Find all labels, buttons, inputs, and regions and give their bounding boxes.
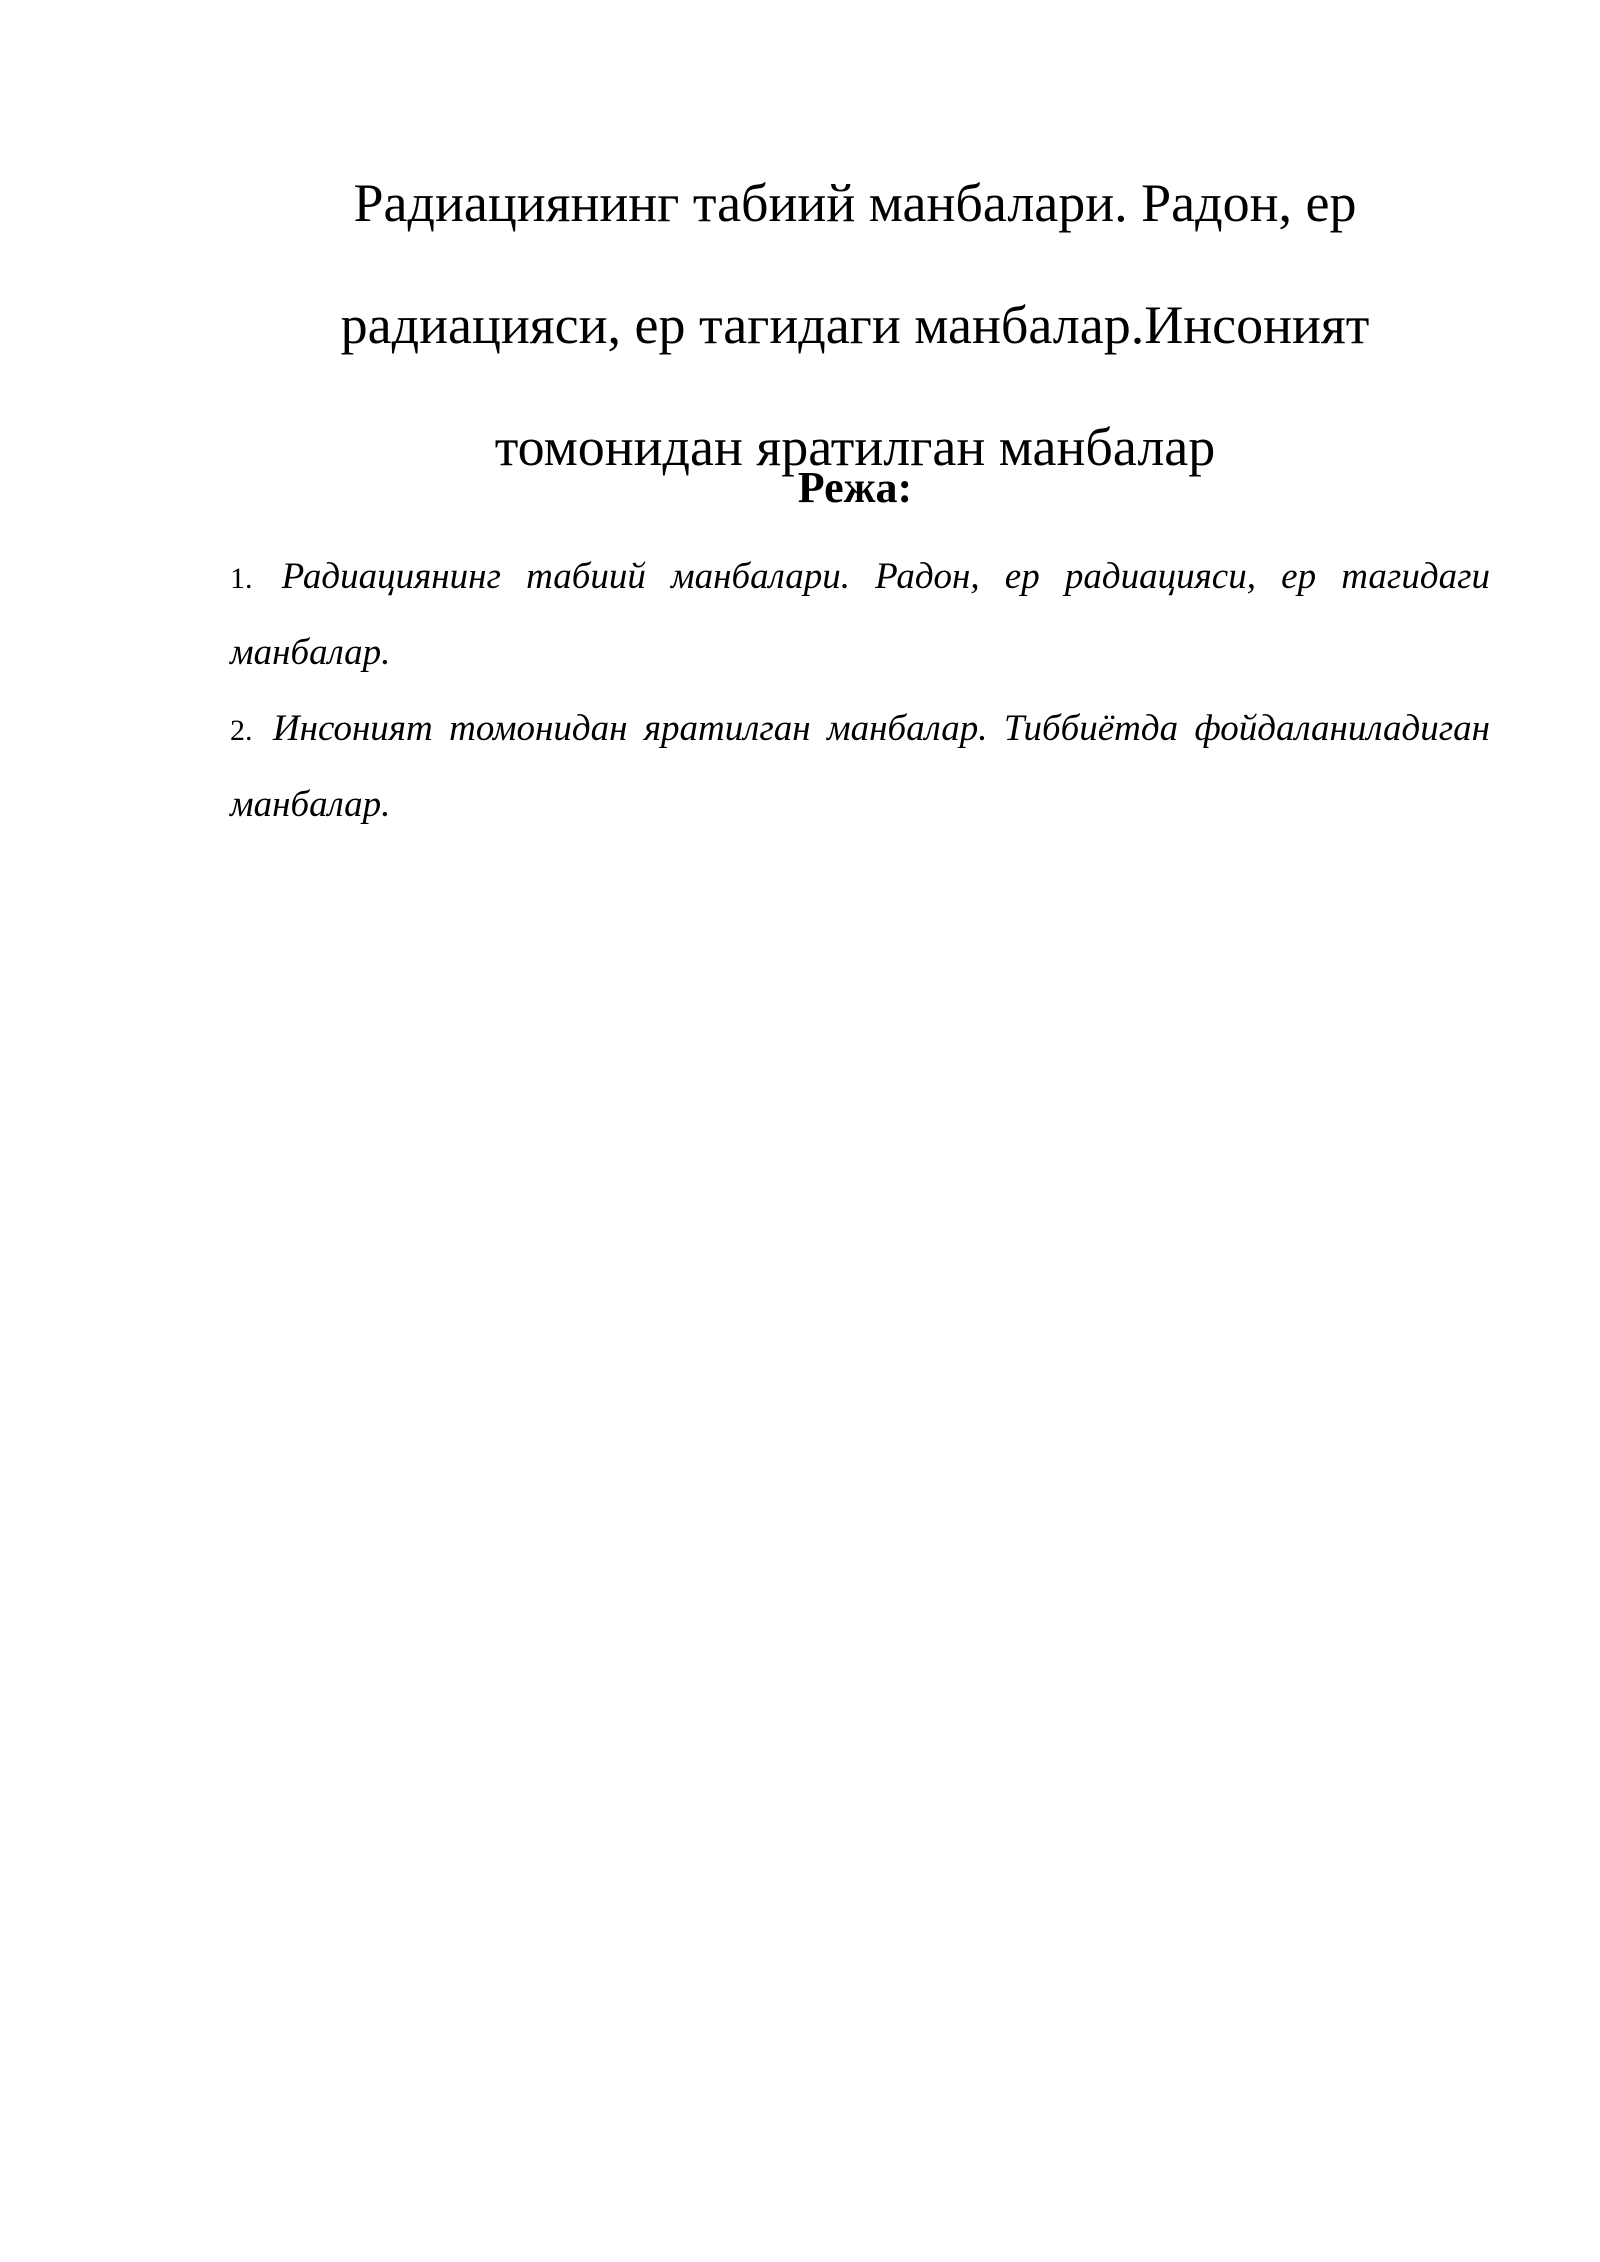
plan-item xyxy=(230,692,1490,842)
title-line: радиацияси, ер тагидаги манбалар.Инсоният xyxy=(340,295,1370,355)
document-title xyxy=(230,142,1480,508)
plan-list xyxy=(230,540,1490,844)
title-line: Радиациянинг табиий манбалари. Радон, ер xyxy=(353,173,1357,233)
plan-item-text: Инсоният томонидан яратилган манбалар. Тиббиётда фойдаланиладиган манбалар. xyxy=(230,708,1490,825)
plan-heading: Режа: xyxy=(797,463,913,512)
plan-item-number: 2. xyxy=(230,714,253,747)
plan-item-text: Радиациянинг табиий манбалари. Радон, ер радиацияси, ер тагидаги манбалар. xyxy=(230,556,1490,673)
title-line: томонидан яратилган манбалар xyxy=(494,417,1216,477)
plan-item-number: 1. xyxy=(230,562,253,595)
plan-item xyxy=(230,540,1490,690)
